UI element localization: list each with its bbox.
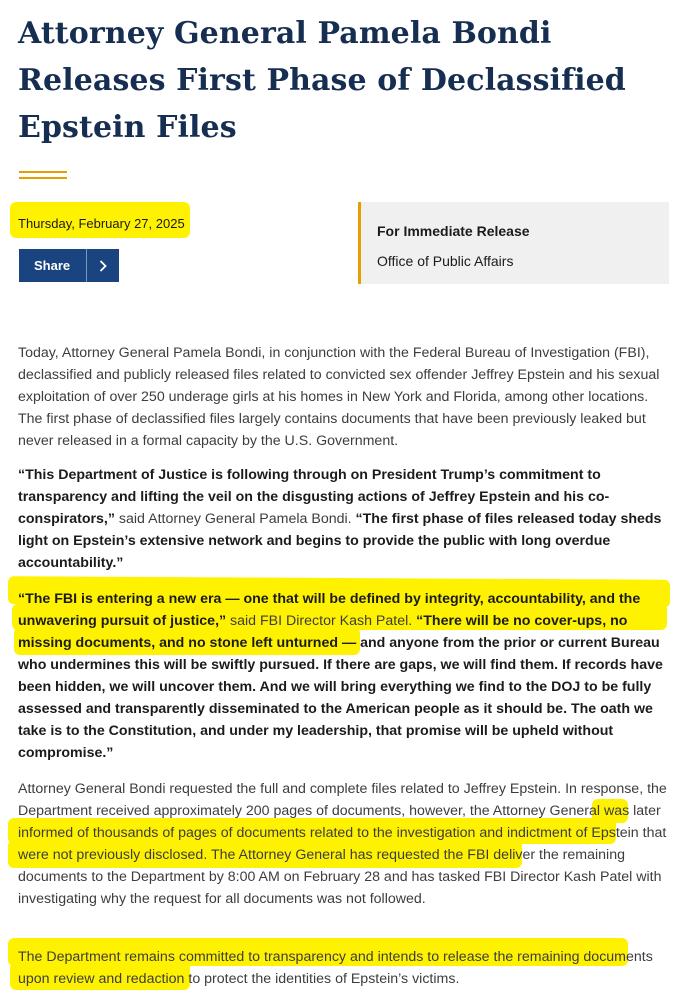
body-paragraph-5 [18, 946, 668, 990]
body-paragraph-2 [18, 464, 668, 574]
bondi-attribution: said Attorney General Pamela Bondi. [114, 511, 356, 527]
p4-highlighted: the Attorney General was later informed of thousands of pages of documents related to the investigation and indictment of Epstein that were not previously disclosed. [18, 803, 667, 863]
patel-quote-2b: — and anyone from the prior or current Bureau who undermines this will be swiftly pursued. If there are gaps, we will find them. If records have been hidden, we will uncover them. And we will bring everything we find to the DOJ to be fully assessed and transparently disseminated to the American people as it should be. The oath we take is to the Constitution, and under my leadership, that promise will be upheld without compromise.” [18, 635, 663, 761]
release-info-box [358, 202, 669, 284]
office-name: Office of Public Affairs [377, 253, 514, 269]
body-paragraph-4 [18, 778, 668, 910]
p4-intro: Attorney General Bondi requested the full and complete files related to Jeffrey Epstein. In response, the Department received approximately 200 pages of documents, however, [18, 781, 667, 819]
title-divider-2 [19, 177, 67, 179]
release-type: For Immediate Release [377, 223, 530, 239]
share-button[interactable] [19, 249, 119, 282]
bondi-quote-1: “This Department of Justice is following through on President Trump’s commitment to transparency and lifting the veil on the disgusting actions of Jeffrey Epstein and his co-conspirators,” [18, 467, 610, 527]
share-label: Share [34, 258, 71, 273]
patel-quote-1: “The FBI is entering a new era — one that will be defined by integrity, accountability, and the unwavering pursuit of justice,” [18, 591, 641, 629]
body-paragraph-3 [18, 588, 668, 764]
p5-highlighted: The Department remains committed to transparency and intends to release the remaining documents upon review [18, 949, 653, 987]
patel-attribution: said FBI Director Kash Patel. [226, 613, 417, 629]
page-title: Attorney General Pamela Bondi Releases First Phase of Declassified Epstein Files [18, 16, 626, 145]
p5-rest: and redaction to protect the identities of Epstein’s victims. [94, 971, 460, 987]
chevron-right-icon [87, 260, 119, 272]
body-paragraph-1: Today, Attorney General Pamela Bondi, in conjunction with the Federal Bureau of Investigation (FBI), declassified and publicly released files related to convicted sex offender Jeffrey Epstein and his sexual exploitation of over 250 underage girls at his homes in New York and Florida, among other locations. The first phase of declassified files largely contains documents that have been previously leaked but never released in a formal capacity by the U.S. Government. [18, 345, 660, 449]
publish-date: Thursday, February 27, 2025 [18, 216, 185, 231]
bondi-quote-2: “The first phase of files released today sheds light on Epstein’s extensive network and begins to provide the public with long overdue accountability.” [18, 511, 662, 571]
patel-quote-2a: “There will be no cover-ups, no missing documents, and no stone left unturned [18, 613, 628, 651]
p4-rest: The Attorney General has requested the FBI deliver the remaining documents to the Department by 8:00 AM on February 28 and has tasked FBI Director Kash Patel with investigating why the request for all documents was not followed. [18, 847, 662, 907]
title-divider [19, 171, 67, 173]
